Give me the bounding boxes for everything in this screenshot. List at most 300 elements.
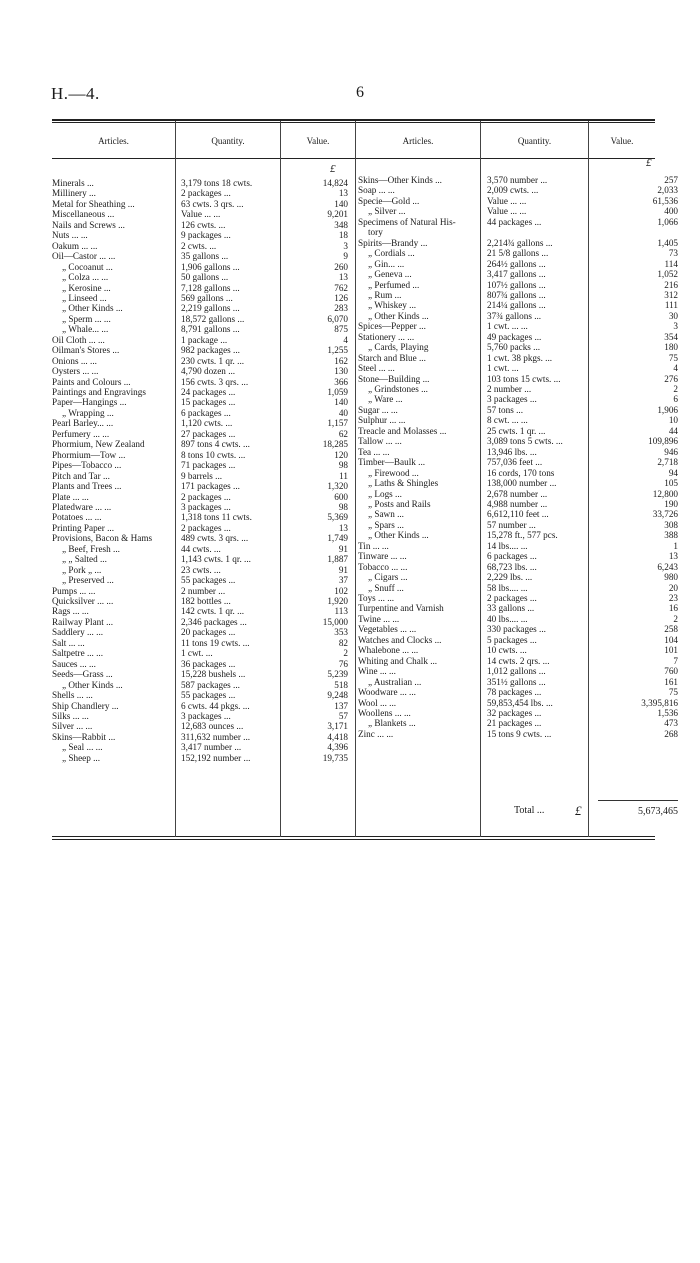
- article-cell: „ Cigars ...: [368, 572, 408, 583]
- article-cell: Quicksilver ... ...: [52, 596, 114, 606]
- table-row: [0, 259, 700, 269]
- table-row: [0, 478, 700, 488]
- article-cell: „ Spars ...: [368, 519, 404, 530]
- quantity-cell: 1 cwt. ...: [181, 648, 213, 659]
- article-cell: Nuts ... ...: [52, 230, 88, 241]
- table-row: [0, 499, 700, 509]
- article-cell: „ Laths & Shingles: [368, 478, 439, 489]
- quantity-cell: 2,214¾ gallons ...: [487, 237, 553, 248]
- quantity-cell: 8,791 gallons ...: [181, 324, 240, 335]
- article-cell: Oilman's Stores ...: [52, 345, 120, 356]
- value-cell: 91: [338, 543, 348, 554]
- quantity-cell: 57 tons ...: [487, 404, 523, 415]
- article-cell: Plate ... ...: [52, 491, 89, 502]
- quantity-cell: 40 lbs.... ...: [487, 613, 528, 624]
- quantity-cell: 71 packages ...: [181, 460, 236, 471]
- quantity-cell: 142 cwts. 1 qr. ...: [181, 606, 245, 617]
- article-cell: Pearl Barley... ...: [52, 418, 114, 429]
- value-cell: 1,320: [327, 481, 348, 492]
- value-cell: 137: [334, 700, 348, 711]
- article-cell: Silks ... ...: [52, 710, 89, 721]
- article-cell: „ Firewood ...: [368, 467, 419, 478]
- header-quantity-right: Quantity.: [517, 136, 552, 146]
- quantity-cell: 1,906 gallons ...: [181, 261, 240, 272]
- table-row: [0, 708, 700, 718]
- value-cell: 1: [673, 540, 678, 551]
- value-cell: 2,718: [657, 457, 678, 468]
- article-cell: „ Pork „ ...: [62, 564, 102, 575]
- table-row: [0, 227, 700, 237]
- article-cell: tory: [368, 227, 383, 238]
- value-cell: 16: [668, 603, 678, 614]
- quantity-cell: 4,988 number ...: [487, 498, 548, 509]
- value-cell: 13: [338, 272, 348, 283]
- article-cell: Saltpetre ... ...: [52, 648, 104, 659]
- quantity-cell: 1,120 cwts. ...: [181, 418, 233, 429]
- quantity-cell: 569 gallons ...: [181, 292, 233, 303]
- article-cell: Turpentine and Varnish: [358, 603, 444, 614]
- quantity-cell: 3 packages ...: [181, 501, 231, 512]
- table-row: [0, 541, 700, 551]
- quantity-cell: 14 cwts. 2 qrs. ...: [487, 655, 550, 666]
- article-cell: „ Other Kinds ...: [368, 310, 429, 321]
- value-cell: 1,749: [327, 533, 348, 544]
- table-row: [0, 269, 700, 279]
- table-row: [0, 353, 700, 363]
- value-cell: 4: [673, 363, 678, 374]
- quantity-cell: 1 package ...: [181, 334, 228, 345]
- table-row: [0, 363, 700, 373]
- quantity-cell: 13,946 lbs. ...: [487, 446, 537, 457]
- article-cell: Sulphur ... ...: [358, 415, 406, 426]
- article-cell: Zinc ... ...: [358, 728, 394, 739]
- value-cell: 5,239: [327, 669, 348, 680]
- value-cell: 11: [339, 470, 348, 481]
- article-cell: Minerals ...: [52, 178, 94, 188]
- article-cell: Spirits—Brandy ...: [358, 237, 428, 248]
- table-row: [0, 645, 700, 655]
- article-cell: Sauces ... ...: [52, 658, 96, 669]
- quantity-cell: 5 packages ...: [487, 634, 537, 645]
- quantity-cell: 2,229 lbs. ...: [487, 572, 533, 583]
- article-cell: Specie—Gold ...: [358, 195, 420, 206]
- table-row: [0, 677, 700, 687]
- article-cell: Tallow ... ...: [358, 436, 402, 447]
- table-row: [0, 248, 700, 258]
- article-cell: Watches and Clocks ...: [358, 634, 442, 645]
- article-cell: „ Sawn ...: [368, 509, 404, 520]
- table-bottom-rule: [52, 836, 655, 837]
- quantity-cell: 138,000 number ...: [487, 478, 557, 489]
- value-cell: 180: [664, 342, 678, 353]
- quantity-cell: 156 cwts. 3 qrs. ...: [181, 376, 249, 387]
- table-row: [0, 384, 700, 394]
- article-cell: Saddlery ... ...: [52, 627, 104, 638]
- article-cell: Seeds—Grass ...: [52, 669, 113, 680]
- article-cell: Oil Cloth ... ...: [52, 334, 105, 345]
- quantity-cell: 3,179 tons 18 cwts.: [181, 178, 253, 188]
- quantity-cell: 182 bottles ...: [181, 596, 231, 606]
- article-cell: Pumps ... ...: [52, 585, 96, 596]
- table-row: [0, 238, 700, 248]
- article-cell: „ Cards, Playing: [368, 342, 429, 353]
- article-cell: Oakum ... ...: [52, 240, 98, 251]
- value-cell: 400: [664, 206, 678, 217]
- total-value: 5,673,465: [638, 806, 678, 817]
- value-cell: 101: [664, 645, 678, 656]
- table-row: [0, 520, 700, 530]
- quantity-cell: 7,128 gallons ...: [181, 282, 240, 293]
- article-cell: Stationery ... ...: [358, 331, 415, 342]
- header-value-left: Value.: [306, 136, 330, 146]
- value-cell: 1,255: [327, 345, 348, 356]
- quantity-cell: 2 number ...: [181, 585, 226, 596]
- quantity-cell: 15 packages ...: [181, 397, 236, 408]
- article-cell: „ Other Kinds ...: [368, 530, 429, 541]
- quantity-cell: 171 packages ...: [181, 481, 240, 492]
- pound-sign-left: £: [330, 163, 336, 175]
- article-cell: Pitch and Tar ...: [52, 470, 110, 481]
- value-cell: 9: [343, 251, 348, 262]
- article-cell: Pipes—Tobacco ...: [52, 460, 122, 471]
- quantity-cell: 3,417 number ...: [181, 742, 242, 753]
- value-cell: 1,887: [327, 554, 348, 565]
- article-cell: Potatoes ... ...: [52, 512, 102, 523]
- article-cell: „ Wrapping ...: [62, 407, 114, 418]
- quantity-cell: 44 cwts. ...: [181, 543, 221, 554]
- quantity-cell: 3,570 number ...: [487, 175, 548, 185]
- value-cell: 2: [343, 648, 348, 659]
- article-cell: Whiting and Chalk ...: [358, 655, 438, 666]
- value-cell: 18,285: [322, 439, 348, 450]
- table-row: [0, 593, 700, 603]
- header-value-right: Value.: [610, 136, 634, 146]
- value-cell: 14,824: [322, 178, 348, 188]
- quantity-cell: 21 packages ...: [487, 718, 542, 729]
- value-cell: 946: [664, 446, 678, 457]
- article-cell: „ Blankets ...: [368, 718, 416, 729]
- quantity-cell: 23 cwts. ...: [181, 564, 221, 575]
- quantity-cell: 3 packages ...: [487, 394, 537, 405]
- quantity-cell: 24 packages ...: [181, 387, 236, 397]
- quantity-cell: 152,192 number ...: [181, 752, 251, 763]
- article-cell: Provisions, Bacon & Hams: [52, 533, 153, 544]
- quantity-cell: 11 tons 19 cwts. ...: [181, 637, 250, 648]
- value-cell: 260: [334, 261, 348, 272]
- article-cell: Skins—Other Kinds ...: [358, 175, 442, 185]
- page-number: 6: [356, 84, 364, 101]
- value-cell: 19,735: [322, 752, 348, 763]
- article-cell: Spices—Pepper ...: [358, 321, 426, 332]
- table-row: [0, 436, 700, 446]
- value-cell: 10: [668, 415, 678, 426]
- quantity-cell: 2 cwts. ...: [181, 240, 217, 251]
- article-cell: Specimens of Natural His-: [358, 216, 456, 227]
- quantity-cell: 55 packages ...: [181, 575, 236, 586]
- value-cell: 105: [664, 478, 678, 489]
- value-cell: 3: [343, 240, 348, 251]
- article-cell: „ Silver ...: [368, 206, 406, 217]
- table-row: [0, 206, 700, 216]
- value-cell: 7: [673, 655, 678, 666]
- value-cell: 518: [334, 679, 348, 690]
- quantity-cell: Value ... ...: [181, 209, 221, 220]
- article-cell: Woollens ... ...: [358, 707, 411, 718]
- value-cell: 3: [673, 321, 678, 332]
- quantity-cell: 58 lbs.... ...: [487, 582, 528, 593]
- value-cell: 102: [334, 585, 348, 596]
- quantity-cell: 15 tons 9 cwts. ...: [487, 728, 552, 739]
- table-row: [0, 447, 700, 457]
- article-cell: „ Seal ... ...: [62, 742, 103, 753]
- quantity-cell: 2 number ...: [487, 384, 532, 394]
- article-cell: Tea ... ...: [358, 446, 390, 457]
- value-cell: 9,248: [327, 690, 348, 701]
- header-quantity-left: Quantity.: [211, 136, 245, 146]
- quantity-cell: 32 packages ...: [487, 707, 542, 718]
- quantity-cell: 2,219 gallons ...: [181, 303, 240, 314]
- table-row: [0, 509, 700, 519]
- value-cell: 114: [664, 258, 678, 269]
- quantity-cell: 14 lbs.... ...: [487, 540, 528, 551]
- article-cell: Timber—Baulk ...: [358, 457, 426, 468]
- table-row: [0, 196, 700, 206]
- quantity-cell: 587 packages ...: [181, 679, 240, 690]
- quantity-cell: 12,683 ounces ...: [181, 721, 244, 732]
- value-cell: 2: [673, 613, 678, 624]
- quantity-cell: 21 5/8 gallons ...: [487, 248, 549, 259]
- quantity-cell: 489 cwts. 3 qrs. ...: [181, 533, 249, 544]
- value-cell: 15,000: [322, 616, 348, 627]
- quantity-cell: 15,278 ft., 577 pcs.: [487, 530, 558, 541]
- article-cell: Tobacco ... ...: [358, 561, 408, 572]
- total-rule: [598, 800, 678, 801]
- value-cell: 283: [334, 303, 348, 314]
- article-cell: Perfumery ... ...: [52, 428, 110, 439]
- quantity-cell: 6 cwts. 44 pkgs. ...: [181, 700, 250, 711]
- value-cell: 762: [334, 282, 348, 293]
- quantity-cell: 3,417 gallons ...: [487, 269, 546, 280]
- quantity-cell: 8 tons 10 cwts. ...: [181, 449, 246, 460]
- table-row: [0, 217, 700, 227]
- table-row: [0, 405, 700, 415]
- article-cell: „ Grindstones ...: [368, 384, 428, 394]
- table-row: [0, 753, 700, 763]
- table-top-rule-inner: [52, 122, 655, 123]
- table-row: [0, 374, 700, 384]
- table-row: [0, 698, 700, 708]
- value-cell: 1,052: [657, 269, 678, 280]
- value-cell: 1,906: [657, 404, 678, 415]
- quantity-cell: 57 number ...: [487, 519, 536, 530]
- quantity-cell: 807¾ gallons ...: [487, 289, 546, 300]
- value-cell: 130: [334, 366, 348, 377]
- table-row: [0, 280, 700, 290]
- table-row: [0, 729, 700, 739]
- value-cell: 1,536: [657, 707, 678, 718]
- quantity-cell: 20 packages ...: [181, 627, 236, 638]
- article-cell: Soap ... ...: [358, 185, 395, 196]
- value-cell: 312: [664, 289, 678, 300]
- quantity-cell: 214¼ gallons ...: [487, 300, 546, 311]
- table-row: [0, 394, 700, 404]
- quantity-cell: 126 cwts. ...: [181, 219, 226, 230]
- quantity-cell: 59,853,454 lbs. ...: [487, 697, 553, 708]
- article-cell: „ Ware ...: [368, 394, 403, 405]
- quantity-cell: 63 cwts. 3 qrs. ...: [181, 198, 244, 209]
- quantity-cell: 9 barrels ...: [181, 470, 223, 481]
- value-cell: 276: [664, 373, 678, 384]
- value-cell: 20: [668, 582, 678, 593]
- table-row: [0, 635, 700, 645]
- value-cell: 1,059: [327, 387, 348, 397]
- value-cell: 4: [343, 334, 348, 345]
- value-cell: 120: [334, 449, 348, 460]
- value-cell: 190: [664, 498, 678, 509]
- article-cell: Paints and Colours ...: [52, 376, 131, 387]
- quantity-cell: 5,760 packs ...: [487, 342, 541, 353]
- article-cell: „ Sheep ...: [62, 752, 101, 763]
- quantity-cell: 25 cwts. 1 qr. ...: [487, 425, 546, 436]
- value-cell: 257: [664, 175, 678, 185]
- quantity-cell: 27 packages ...: [181, 428, 236, 439]
- quantity-cell: 330 packages ...: [487, 624, 546, 635]
- value-cell: 760: [664, 666, 678, 677]
- quantity-cell: 9 packages ...: [181, 230, 231, 241]
- article-cell: Metal for Sheathing ...: [52, 198, 135, 209]
- quantity-cell: 3,089 tons 5 cwts. ...: [487, 436, 563, 447]
- article-cell: Stone—Building ...: [358, 373, 430, 384]
- quantity-cell: 1 cwt. ...: [487, 363, 519, 374]
- value-cell: 258: [664, 624, 678, 635]
- quantity-cell: 68,723 lbs. ...: [487, 561, 537, 572]
- total-label: Total ...: [514, 805, 545, 816]
- table-row: [0, 742, 700, 752]
- quantity-cell: 351½ gallons ...: [487, 676, 546, 687]
- quantity-cell: 6 packages ...: [487, 551, 537, 562]
- quantity-cell: 2 packages ...: [181, 491, 231, 502]
- value-cell: 354: [664, 331, 678, 342]
- table-row: [0, 415, 700, 425]
- article-cell: Phormium—Tow ...: [52, 449, 126, 460]
- table-row: [0, 718, 700, 728]
- article-cell: Onions ... ...: [52, 355, 97, 366]
- article-cell: Phormium, New Zealand: [52, 439, 145, 450]
- value-cell: 6: [673, 394, 678, 405]
- value-cell: 140: [334, 198, 348, 209]
- article-cell: Millinery ...: [52, 188, 96, 199]
- article-cell: Ship Chandlery ...: [52, 700, 119, 711]
- quantity-cell: 897 tons 4 cwts. ...: [181, 439, 250, 450]
- value-cell: 33,726: [652, 509, 678, 520]
- value-cell: 268: [664, 728, 678, 739]
- article-cell: „ Whiskey ...: [368, 300, 417, 311]
- article-cell: Platedware ... ...: [52, 501, 112, 512]
- article-cell: Skins—Rabbit ...: [52, 731, 116, 742]
- quantity-cell: Value ... ...: [487, 195, 527, 206]
- quantity-cell: 230 cwts. 1 qr. ...: [181, 355, 245, 366]
- table-row: [0, 687, 700, 697]
- quantity-cell: 15,228 bushels ...: [181, 669, 246, 680]
- table-row: [0, 666, 700, 676]
- article-cell: „ Perfumed ...: [368, 279, 420, 290]
- table-row: [0, 332, 700, 342]
- value-cell: 111: [664, 300, 678, 311]
- article-cell: „ Australian ...: [368, 676, 422, 687]
- quantity-cell: 103 tons 15 cwts. ...: [487, 373, 561, 384]
- value-cell: 6,243: [657, 561, 678, 572]
- value-cell: 23: [668, 593, 678, 603]
- quantity-cell: 2,678 number ...: [487, 488, 548, 499]
- article-cell: Paper—Hangings ...: [52, 397, 127, 408]
- article-cell: Silver ... ...: [52, 721, 93, 732]
- article-cell: „ Logs ...: [368, 488, 402, 499]
- value-cell: 1,405: [657, 237, 678, 248]
- quantity-cell: 6,612,110 feet ...: [487, 509, 549, 520]
- article-cell: „ Posts and Rails: [368, 498, 431, 509]
- value-cell: 109,896: [648, 436, 678, 447]
- table-top-rule: [52, 119, 655, 121]
- value-cell: 2: [673, 384, 678, 394]
- article-cell: Paintings and Engravings: [52, 387, 146, 397]
- article-cell: Wine ... ...: [358, 666, 396, 677]
- value-cell: 73: [668, 248, 678, 259]
- table-row: [0, 530, 700, 540]
- quantity-cell: 2 packages ...: [487, 593, 537, 603]
- table-row: [0, 426, 700, 436]
- value-cell: 4,396: [327, 742, 348, 753]
- header-articles-left: Articles.: [98, 136, 129, 146]
- value-cell: 600: [334, 491, 348, 502]
- quantity-cell: 10 cwts. ...: [487, 645, 527, 656]
- quantity-cell: 78 packages ...: [487, 687, 542, 698]
- table-row: [0, 290, 700, 300]
- value-cell: 30: [668, 310, 678, 321]
- value-cell: 308: [664, 519, 678, 530]
- value-cell: 473: [664, 718, 678, 729]
- table-row: [0, 457, 700, 467]
- value-cell: 104: [664, 634, 678, 645]
- value-cell: 366: [334, 376, 348, 387]
- article-cell: „ Cordials ...: [368, 248, 415, 259]
- quantity-cell: 2 packages ...: [181, 522, 231, 533]
- quantity-cell: 1,318 tons 11 cwts.: [181, 512, 252, 523]
- value-cell: 980: [664, 572, 678, 583]
- value-cell: 216: [664, 279, 678, 290]
- article-cell: Tin ... ...: [358, 540, 389, 551]
- value-cell: 91: [338, 564, 348, 575]
- article-cell: „ Beef, Fresh ...: [62, 543, 120, 554]
- article-cell: „ Preserved ...: [62, 575, 114, 586]
- pound-sign-right: £: [646, 157, 652, 169]
- quantity-cell: 55 packages ...: [181, 690, 236, 701]
- total-pound-sign: £: [575, 803, 582, 818]
- quantity-cell: 311,632 number ...: [181, 731, 251, 742]
- quantity-cell: 982 packages ...: [181, 345, 240, 356]
- article-cell: Miscellaneous ...: [52, 209, 115, 220]
- article-cell: „ Linseed ...: [62, 292, 107, 303]
- value-cell: 140: [334, 397, 348, 408]
- table-bottom-rule-outer: [52, 839, 655, 840]
- article-cell: Wool ... ...: [358, 697, 397, 708]
- value-cell: 113: [334, 606, 348, 617]
- value-cell: 62: [338, 428, 348, 439]
- value-cell: 348: [334, 219, 348, 230]
- article-cell: „ Rum ...: [368, 289, 402, 300]
- table-row: [0, 583, 700, 593]
- article-cell: Tinware ... ...: [358, 551, 407, 562]
- value-cell: 13: [338, 522, 348, 533]
